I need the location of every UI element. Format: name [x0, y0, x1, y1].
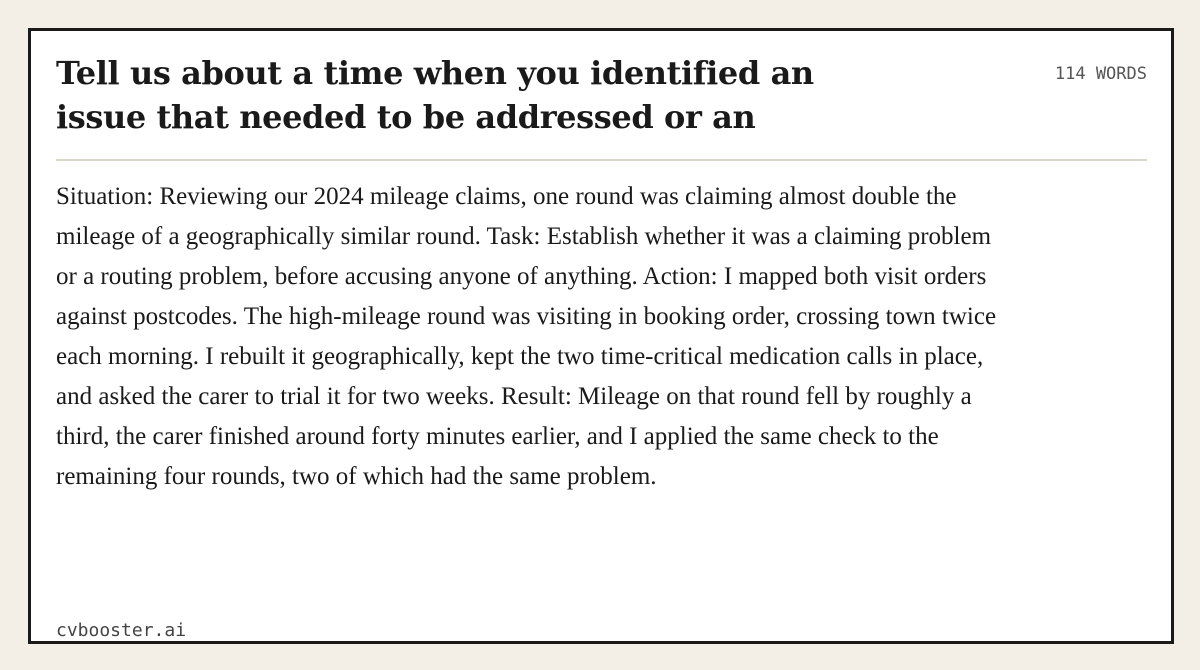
answer-text: Situation: Reviewing our 2024 mileage claims, one round was claiming almost double the mileage of a geographically similar round. Task: Establish whether it was a claiming problem or a routing problem, before accusing anyone of anything. Action: I mapped both visit orders against postcodes. The high-mileage round was visiting in booking order, crossing town twice each morning. I rebuilt it geographically, kept the two time-critical medication calls in place, and asked the carer to trial it for two weeks. Result: Mileage on that round fell by roughly a third, the carer finished around forty minutes earlier, and I applied the same check to the remaining four rounds, two of which had the same problem.	[56, 183, 997, 490]
answer-card	[28, 28, 1174, 644]
divider	[56, 159, 1147, 161]
brand-watermark: cvbooster.ai	[56, 620, 187, 641]
word-count-label: 114 WORDS	[1054, 64, 1147, 84]
question-heading: Tell us about a time when you identified an issue that needed to be addressed or an	[56, 54, 814, 136]
